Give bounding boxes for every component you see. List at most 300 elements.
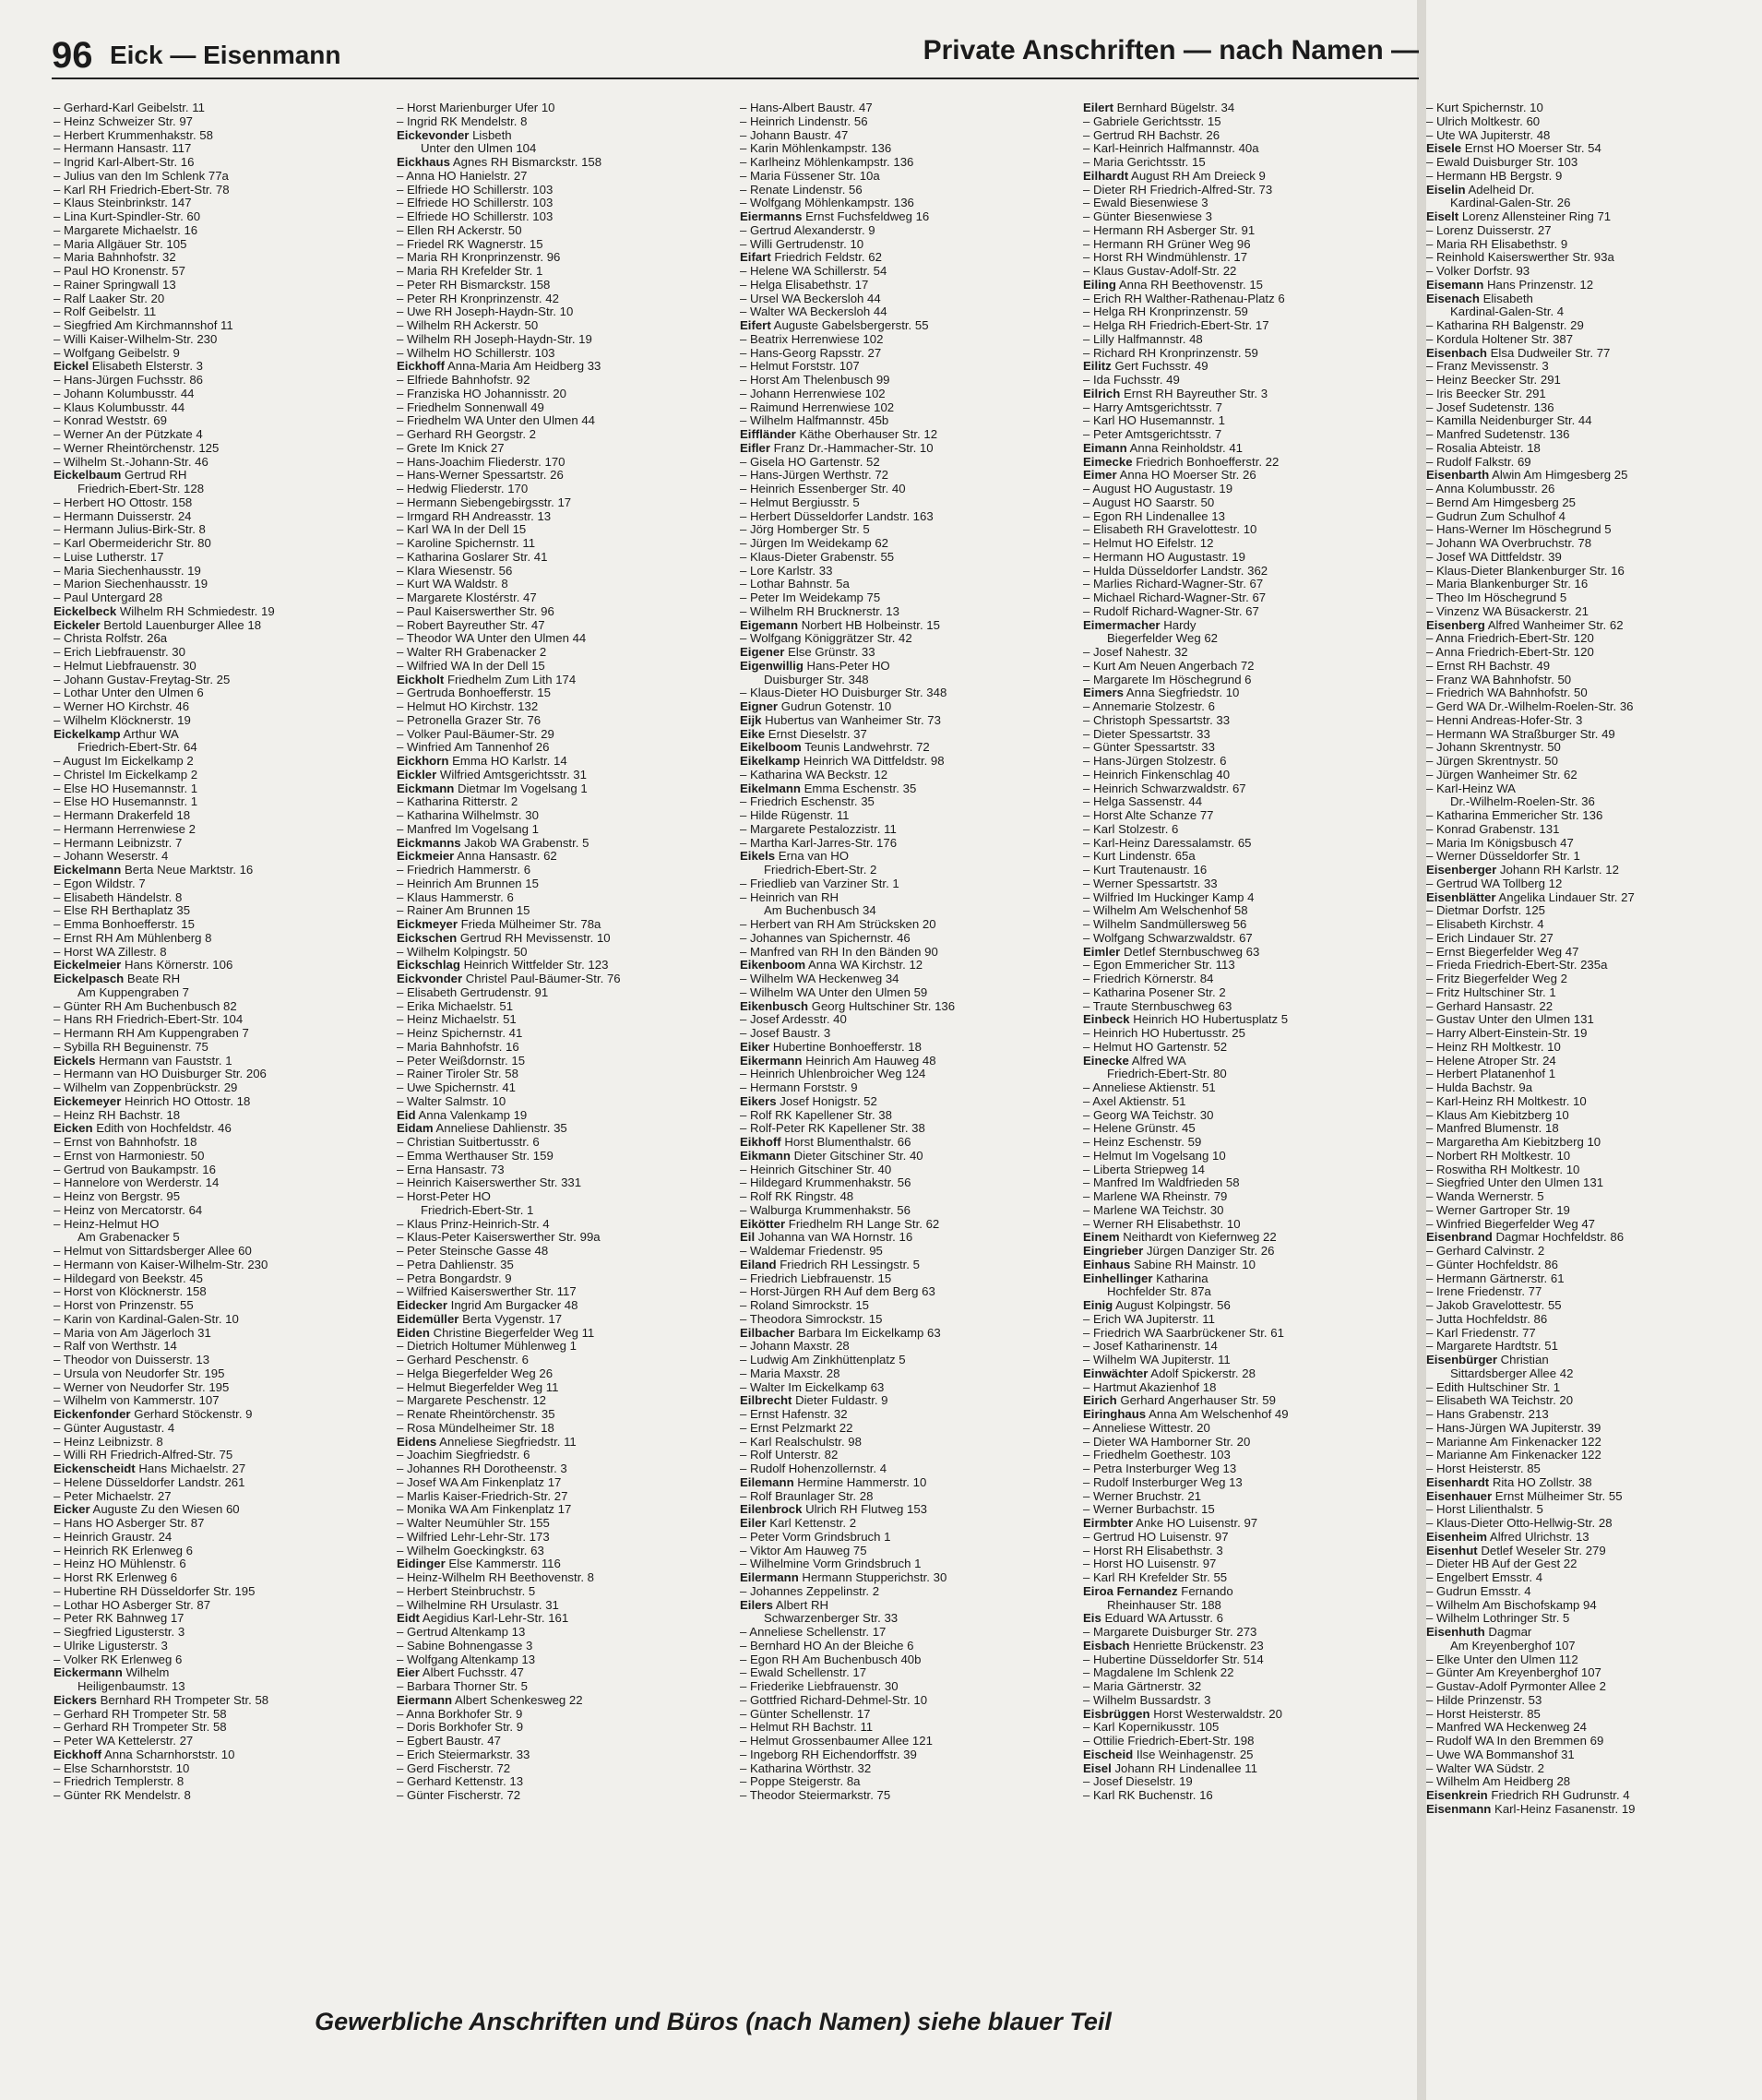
directory-subentry: – Hermann van HO Duisburger Str. 206 <box>54 1068 389 1081</box>
directory-subentry: – Lothar Unter den Ulmen 6 <box>54 686 389 700</box>
directory-subentry: – Hermann Forststr. 9 <box>740 1081 1076 1095</box>
directory-subentry: – Wilhelmine RH Ursulastr. 31 <box>397 1599 732 1613</box>
directory-subentry: – Petra Insterburger Weg 13 <box>1083 1462 1419 1476</box>
surname: Einwächter <box>1083 1366 1149 1380</box>
directory-subentry: – Konrad Weststr. 69 <box>54 414 389 428</box>
surname: Eikenboom <box>740 958 806 972</box>
directory-entry: Eickelpasch Beate RH <box>54 972 181 985</box>
directory-subentry: – Egbert Baustr. 47 <box>397 1735 732 1748</box>
directory-subentry: – Johannes Zeppelinstr. 2 <box>740 1585 1076 1599</box>
directory-subentry: – Hermann Hansastr. 117 <box>54 142 389 156</box>
surname: Eisenbürger <box>1426 1353 1497 1366</box>
directory-entry: Eickelmeier Hans Körnerstr. 106 <box>54 958 233 972</box>
directory-subentry: – Klaus Steinbrinkstr. 147 <box>54 197 389 210</box>
directory-subentry: – Ernst von Bahnhofstr. 18 <box>54 1136 389 1150</box>
directory-entry: Eiselt Lorenz Allensteiner Ring 71 <box>1426 209 1612 223</box>
surname: Eisenbarth <box>1426 468 1490 483</box>
directory-subentry: – Franziska HO Johannisstr. 20 <box>397 388 732 401</box>
directory-subentry: – Ernst RH Bachstr. 49 <box>1426 660 1762 674</box>
directory-subentry: – Theodor Steiermarkstr. 75 <box>740 1789 1076 1803</box>
directory-subentry: – Raimund Herrenwiese 102 <box>740 401 1076 415</box>
directory-subentry: – Werner An der Pützkate 4 <box>54 428 389 442</box>
directory-subentry: – Volker RK Erlenweg 6 <box>54 1653 389 1667</box>
surname: Eiroa Fernandez <box>1083 1583 1178 1598</box>
directory-subentry: – Hans-Werner Spessartstr. 26 <box>397 469 732 483</box>
directory-subentry: – Doris Borkhofer Str. 9 <box>397 1721 732 1735</box>
directory-subentry: – Peter Steinsche Gasse 48 <box>397 1245 732 1259</box>
directory-entry: Eiselin Adelheid Dr. <box>1426 182 1535 197</box>
directory-column-4 <box>1083 101 1419 1975</box>
directory-entry: Eiland Friedrich RH Lessingstr. 5 <box>740 1257 920 1271</box>
surname: Eier <box>397 1665 420 1680</box>
directory-subentry: – Manfred Sudetenstr. 136 <box>1426 428 1762 442</box>
directory-subentry: – Rudolf Hohenzollernstr. 4 <box>740 1462 1076 1476</box>
directory-subentry: – Wilhelm van Zoppenbrückstr. 29 <box>54 1081 389 1095</box>
directory-subentry: – Heinrich HO Hubertusstr. 25 <box>1083 1027 1419 1041</box>
directory-subentry: – Gerhard Peschenstr. 6 <box>397 1354 732 1367</box>
directory-subentry: – Wilhelm Am Welschenhof 58 <box>1083 904 1419 918</box>
directory-entry: Eisenhauer Ernst Mülheimer Str. 55 <box>1426 1488 1623 1503</box>
directory-subentry: – Marlies Richard-Wagner-Str. 67 <box>1083 578 1419 591</box>
directory-subentry: – Frieda Friedrich-Ebert-Str. 235a <box>1426 959 1762 972</box>
directory-subentry: – Hartmut Akazienhof 18 <box>1083 1381 1419 1395</box>
directory-subentry: – Manfred Im Vogelsang 1 <box>397 823 732 837</box>
directory-subentry: – Wilfried Lehr-Lehr-Str. 173 <box>397 1531 732 1545</box>
directory-subentry: – Gabriele Gerichtsstr. 15 <box>1083 115 1419 129</box>
directory-subentry: – Horst von Prinzenstr. 55 <box>54 1299 389 1313</box>
directory-subentry: – Hermann HO Augustastr. 19 <box>1083 551 1419 565</box>
directory-subentry: – Hans-Georg Rapsstr. 27 <box>740 347 1076 361</box>
directory-subentry: – Kurt Am Neuen Angerbach 72 <box>1083 660 1419 674</box>
surname: Eisenberger <box>1426 863 1497 877</box>
directory-entry-continuation: Kardinal-Galen-Str. 26 <box>1450 196 1571 210</box>
directory-subentry: – Ernst Biegerfelder Weg 47 <box>1426 946 1762 960</box>
surname: Eilenbrock <box>740 1502 803 1517</box>
surname: Eifart <box>740 250 771 265</box>
directory-column-3 <box>740 101 1076 1975</box>
directory-subentry: – Peter WA Kettelerstr. 27 <box>54 1735 389 1748</box>
directory-subentry: – Else RH Berthaplatz 35 <box>54 904 389 918</box>
directory-subentry: – Gerhard-Karl Geibelstr. 11 <box>54 101 389 115</box>
directory-subentry: – Anna Friedrich-Ebert-Str. 120 <box>1426 646 1762 660</box>
directory-subentry: – Vinzenz WA Büsackerstr. 21 <box>1426 605 1762 619</box>
surname: Eisenach <box>1426 291 1480 305</box>
directory-subentry: – Klara Wiesenstr. 56 <box>397 565 732 579</box>
directory-subentry: – Werner RH Elisabethstr. 10 <box>1083 1218 1419 1232</box>
directory-entry: Eigner Gudrun Gotenstr. 10 <box>740 699 892 713</box>
directory-subentry: – Günter Biesenwiese 3 <box>1083 210 1419 224</box>
directory-subentry: – Helmut Forststr. 107 <box>740 360 1076 374</box>
surname: Eikelkamp <box>740 754 801 768</box>
directory-subentry: – Margaretha Am Kiebitzberg 10 <box>1426 1136 1762 1150</box>
directory-entry: Eikenbusch Georg Hultschiner Str. 136 <box>740 998 956 1013</box>
directory-entry-continuation: Friedrich-Ebert-Str. 128 <box>77 482 205 495</box>
directory-subentry: – Anna Friedrich-Ebert-Str. 120 <box>1426 632 1762 646</box>
directory-subentry: – Lilly Halfmannstr. 48 <box>1083 333 1419 347</box>
directory-subentry: – Gerhard RH Trompeter Str. 58 <box>54 1721 389 1735</box>
directory-subentry: – Josef Ardesstr. 40 <box>740 1013 1076 1027</box>
directory-subentry: – Wilhelm Sandmüllersweg 56 <box>1083 918 1419 932</box>
directory-entry: Eikhoff Horst Blumenthalstr. 66 <box>740 1135 911 1149</box>
directory-subentry: – Horst Lilienthalstr. 5 <box>1426 1503 1762 1517</box>
directory-subentry: – Helene Grünstr. 45 <box>1083 1122 1419 1136</box>
surname: Eidinger <box>397 1557 446 1571</box>
directory-subentry: – Hermann Siebengebirgsstr. 17 <box>397 496 732 510</box>
directory-subentry: – Wolfgang Möhlenkampstr. 136 <box>740 197 1076 210</box>
surname: Eisemann <box>1426 277 1484 292</box>
directory-subentry: – Else Scharnhorststr. 10 <box>54 1762 389 1776</box>
header-left <box>52 35 341 77</box>
directory-subentry: – Dieter WA Hamborner Str. 20 <box>1083 1436 1419 1450</box>
directory-subentry: – Roswitha RH Moltkestr. 10 <box>1426 1163 1762 1177</box>
directory-subentry: – Erna Hansastr. 73 <box>397 1163 732 1177</box>
directory-entry-continuation: Friedrich-Ebert-Str. 1 <box>421 1202 534 1217</box>
directory-entry: Eis Eduard WA Artusstr. 6 <box>1083 1611 1223 1626</box>
directory-subentry: – Josef WA Dittfeldstr. 39 <box>1426 551 1762 565</box>
directory-subentry: – Julius van den Im Schlenk 77a <box>54 170 389 184</box>
directory-entry: Eicker Auguste Zu den Wiesen 60 <box>54 1502 240 1517</box>
surname: Eisel <box>1083 1760 1112 1775</box>
surname: Eisenbrand <box>1426 1230 1493 1245</box>
surname: Eickvonder <box>397 972 463 985</box>
directory-subentry: – Gerhard RH Trompeter Str. 58 <box>54 1708 389 1722</box>
directory-subentry: – Helmut Im Vogelsang 10 <box>1083 1150 1419 1163</box>
directory-subentry: – Günter Hochfeldstr. 86 <box>1426 1259 1762 1272</box>
directory-entry: Eilenbrock Ulrich RH Flutweg 153 <box>740 1502 928 1517</box>
directory-column-1 <box>54 101 389 1975</box>
directory-subentry: – Elke Unter den Ulmen 112 <box>1426 1653 1762 1667</box>
surname: Eisenhardt <box>1426 1474 1490 1489</box>
directory-subentry: – Maria Bahnhofstr. 16 <box>397 1041 732 1055</box>
surname: Eickmeier <box>397 849 455 864</box>
directory-subentry: – Harry Albert-Einstein-Str. 19 <box>1426 1027 1762 1041</box>
directory-subentry: – Rolf Geibelstr. 11 <box>54 305 389 319</box>
directory-subentry: – Heinz Schweizer Str. 97 <box>54 115 389 129</box>
directory-subentry: – Peter Weißdornstr. 15 <box>397 1055 732 1068</box>
directory-subentry: – Ulrich Moltkestr. 60 <box>1426 115 1762 129</box>
surname: Eickemeyer <box>54 1093 122 1108</box>
directory-subentry: – Gertruda Bonhoefferstr. 15 <box>397 686 732 700</box>
directory-subentry: – Georg WA Teichstr. 30 <box>1083 1109 1419 1123</box>
directory-entry: Eifler Franz Dr.-Hammacher-Str. 10 <box>740 440 934 455</box>
directory-subentry: – Wilhelm RH Joseph-Haydn-Str. 19 <box>397 333 732 347</box>
directory-entry: Eidecker Ingrid Am Burgacker 48 <box>397 1298 578 1312</box>
directory-subentry: – Karlheinz Möhlenkampstr. 136 <box>740 156 1076 170</box>
surname: Eicken <box>54 1121 93 1136</box>
directory-entry: Eidinger Else Kammerstr. 116 <box>397 1557 561 1571</box>
directory-subentry: – Karl-Heinrich Halfmannstr. 40a <box>1083 142 1419 156</box>
surname: Eilbacher <box>740 1325 795 1340</box>
directory-subentry: – Siegfried Ligusterstr. 3 <box>54 1626 389 1640</box>
directory-subentry: – Rolf RK Kapellener Str. 38 <box>740 1109 1076 1123</box>
directory-subentry: – Elfriede HO Schillerstr. 103 <box>397 197 732 210</box>
directory-subentry: – Horst RH Elisabethstr. 3 <box>1083 1545 1419 1558</box>
directory-subentry: – Heinrich Essenberger Str. 40 <box>740 483 1076 496</box>
directory-entry: Eifert Auguste Gabelsbergerstr. 55 <box>740 318 929 332</box>
surname: Eickmanns <box>397 835 461 850</box>
surname: Eisbrüggen <box>1083 1706 1150 1721</box>
directory-subentry: – Josef Dieselstr. 19 <box>1083 1775 1419 1789</box>
directory-columns <box>54 101 1636 1975</box>
directory-entry: Eidt Aegidius Karl-Lehr-Str. 161 <box>397 1611 569 1626</box>
directory-subentry: – Johann Baustr. 47 <box>740 129 1076 143</box>
directory-subentry: – Horst-Peter HO <box>397 1190 732 1204</box>
directory-subentry: – Johannes RH Dorotheenstr. 3 <box>397 1462 732 1476</box>
surname: Eilemann <box>740 1474 794 1489</box>
directory-subentry: – Reinhold Kaiserswerther Str. 93a <box>1426 251 1762 265</box>
directory-subentry: – Hermann RH Am Kuppengraben 7 <box>54 1027 389 1041</box>
directory-subentry: – Klaus Hammerstr. 6 <box>397 891 732 905</box>
surname: Eickelmann <box>54 863 122 877</box>
directory-subentry: – Willi RH Friedrich-Alfred-Str. 75 <box>54 1449 389 1462</box>
directory-subentry: – Wilhelm Klöcknerstr. 19 <box>54 714 389 728</box>
directory-subentry: – Margarete Duisburger Str. 273 <box>1083 1626 1419 1640</box>
surname: Einbeck <box>1083 1012 1130 1027</box>
directory-subentry: – Ernst Pelzmarkt 22 <box>740 1422 1076 1436</box>
directory-subentry: – Gerhard Hansastr. 22 <box>1426 1000 1762 1014</box>
directory-entry: Eikelmann Emma Eschenstr. 35 <box>740 781 917 795</box>
directory-subentry: – Wilhelm Kolpingstr. 50 <box>397 946 732 960</box>
directory-subentry: – Anneliese Aktienstr. 51 <box>1083 1081 1419 1095</box>
directory-entry: Eickhaus Agnes RH Bismarckstr. 158 <box>397 155 602 169</box>
directory-subentry: – Waldemar Friedenstr. 95 <box>740 1245 1076 1259</box>
directory-entry: Eikelboom Teunis Landwehrstr. 72 <box>740 740 930 755</box>
directory-subentry: – Anneliese Wittestr. 20 <box>1083 1422 1419 1436</box>
directory-entry: Eisbrüggen Horst Westerwaldstr. 20 <box>1083 1706 1282 1721</box>
directory-subentry: – Friedhelm Sonnenwall 49 <box>397 401 732 415</box>
directory-subentry: – Ulrike Ligusterstr. 3 <box>54 1640 389 1653</box>
directory-entry-continuation: Sittardsberger Allee 42 <box>1450 1366 1574 1380</box>
directory-entry: Eier Albert Fuchsstr. 47 <box>397 1665 524 1680</box>
directory-subentry: – Edith Hultschiner Str. 1 <box>1426 1381 1762 1395</box>
directory-subentry: – Dietrich Holtumer Mühlenweg 1 <box>397 1340 732 1354</box>
directory-subentry: – Hermann Leibnizstr. 7 <box>54 837 389 851</box>
directory-subentry: – Gustav-Adolf Pyrmonter Allee 2 <box>1426 1680 1762 1694</box>
directory-subentry: – Heinrich Lindenstr. 56 <box>740 115 1076 129</box>
directory-subentry: – Günter Spessartstr. 33 <box>1083 741 1419 755</box>
surname: Eisenberg <box>1426 617 1485 632</box>
directory-subentry: – Wolfgang Königgrätzer Str. 42 <box>740 632 1076 646</box>
directory-subentry: – Günter Fischerstr. 72 <box>397 1789 732 1803</box>
directory-subentry: – Heinrich Uhlenbroicher Weg 124 <box>740 1068 1076 1081</box>
page-number: 96 <box>52 35 93 76</box>
directory-entry: Eiringhaus Anna Am Welschenhof 49 <box>1083 1407 1289 1421</box>
directory-subentry: – Heinz Leibnizstr. 8 <box>54 1436 389 1450</box>
directory-subentry: – Ute WA Jupiterstr. 48 <box>1426 129 1762 143</box>
directory-subentry: – Jakob Gravelottestr. 55 <box>1426 1299 1762 1313</box>
surname: Eirich <box>1083 1393 1117 1408</box>
directory-entry: Eisenbarth Alwin Am Himgesberg 25 <box>1426 468 1628 483</box>
directory-entry: Eikenboom Anna WA Kirchstr. 12 <box>740 958 923 972</box>
directory-subentry: – Elfriede HO Schillerstr. 103 <box>397 210 732 224</box>
directory-subentry: – Friedrich WA Bahnhofstr. 50 <box>1426 686 1762 700</box>
directory-subentry: – Maria Blankenburger Str. 16 <box>1426 578 1762 591</box>
directory-entry: Eickelbaum Gertrud RH <box>54 468 187 483</box>
directory-subentry: – Rudolf WA In den Bremmen 69 <box>1426 1735 1762 1748</box>
directory-entry: Eisbach Henriette Brückenstr. 23 <box>1083 1638 1264 1653</box>
directory-subentry: – Klaus-Dieter Blankenburger Str. 16 <box>1426 565 1762 579</box>
directory-subentry: – Elisabeth Händelstr. 8 <box>54 891 389 905</box>
surname: Eisenhuth <box>1426 1625 1485 1639</box>
surname: Einig <box>1083 1298 1113 1312</box>
directory-subentry: – Rosalia Abteistr. 18 <box>1426 442 1762 456</box>
directory-entry: Eikelkamp Heinrich WA Dittfeldstr. 98 <box>740 754 945 768</box>
directory-subentry: – Friedrich Körnerstr. 84 <box>1083 972 1419 986</box>
directory-subentry: – Viktor Am Hauweg 75 <box>740 1545 1076 1558</box>
directory-entry: Eiroa Fernandez Fernando <box>1083 1583 1233 1598</box>
directory-subentry: – Ralf von Werthstr. 14 <box>54 1340 389 1354</box>
directory-subentry: – Horst HO Luisenstr. 97 <box>1083 1557 1419 1571</box>
directory-subentry: – Günter Schellenstr. 17 <box>740 1708 1076 1722</box>
directory-subentry: – Maria Im Königsbusch 47 <box>1426 837 1762 851</box>
directory-subentry: – Gisela HO Gartenstr. 52 <box>740 456 1076 470</box>
directory-subentry: – August HO Augustastr. 19 <box>1083 483 1419 496</box>
directory-subentry: – Monika WA Am Finkenplatz 17 <box>397 1503 732 1517</box>
directory-subentry: – Maria Siechenhausstr. 19 <box>54 565 389 579</box>
page-header <box>52 26 1419 79</box>
surname: Eickhoff <box>54 1747 102 1761</box>
directory-subentry: – Hans-Jürgen Fuchsstr. 86 <box>54 374 389 388</box>
directory-subentry: – Marlene WA Teichstr. 30 <box>1083 1204 1419 1218</box>
directory-entry: Eisenach Elisabeth <box>1426 291 1533 305</box>
directory-subentry: – Heinz Eschenstr. 59 <box>1083 1136 1419 1150</box>
directory-entry: Eimecke Friedrich Bonhoefferstr. 22 <box>1083 454 1280 469</box>
directory-subentry: – Ewald Schellenstr. 17 <box>740 1666 1076 1680</box>
directory-subentry: – Helene WA Schillerstr. 54 <box>740 265 1076 279</box>
directory-entry: Eiermann Albert Schenkesweg 22 <box>397 1692 583 1707</box>
directory-subentry: – Marianne Am Finkenacker 122 <box>1426 1436 1762 1450</box>
directory-subentry: – Karl-Heinz RH Moltkestr. 10 <box>1426 1095 1762 1109</box>
directory-subentry: – Maria Bahnhofstr. 32 <box>54 251 389 265</box>
directory-subentry: – Helene Düsseldorfer Landstr. 261 <box>54 1476 389 1490</box>
directory-subentry: – Gertrud Altenkamp 13 <box>397 1626 732 1640</box>
directory-subentry: – Ralf Laaker Str. 20 <box>54 292 389 306</box>
directory-subentry: – Hermann Duisserstr. 24 <box>54 510 389 524</box>
directory-subentry: – Johann Gustav-Freytag-Str. 25 <box>54 674 389 687</box>
directory-subentry: – Katharina Wilhelmstr. 30 <box>397 809 732 823</box>
directory-entry: Eike Ernst Dieselstr. 37 <box>740 726 867 741</box>
directory-entry: Eickvonder Christel Paul-Bäumer-Str. 76 <box>397 972 621 985</box>
directory-entry-continuation: Am Kuppengraben 7 <box>77 984 189 999</box>
surname: Eickenfonder <box>54 1407 131 1421</box>
surname: Eiffländer <box>740 427 796 441</box>
directory-subentry: – Peter RH Bismarckstr. 158 <box>397 279 732 292</box>
directory-subentry: – Wilhelm WA Jupiterstr. 11 <box>1083 1354 1419 1367</box>
directory-entry: Eirmbter Anke HO Luisenstr. 97 <box>1083 1516 1258 1530</box>
directory-subentry: – Ingrid RK Mendelstr. 8 <box>397 115 732 129</box>
directory-subentry: – Ernst Hafenstr. 32 <box>740 1408 1076 1422</box>
directory-subentry: – Walter WA Südstr. 2 <box>1426 1762 1762 1776</box>
surname: Eigner <box>740 699 779 713</box>
directory-entry: Eilbrecht Dieter Fuldastr. 9 <box>740 1393 888 1408</box>
directory-subentry: – Theo Im Höschegrund 5 <box>1426 591 1762 605</box>
directory-subentry: – Friederike Liebfrauenstr. 30 <box>740 1680 1076 1694</box>
directory-subentry: – Kamilla Neidenburger Str. 44 <box>1426 414 1762 428</box>
directory-entry: Eisel Johann RH Lindenallee 11 <box>1083 1760 1257 1775</box>
directory-subentry: – Walter RH Grabenacker 2 <box>397 646 732 660</box>
directory-subentry: – Iris Beecker Str. 291 <box>1426 388 1762 401</box>
directory-subentry: – Egon Emmericher Str. 113 <box>1083 959 1419 972</box>
directory-subentry: – Irmgard RH Andreasstr. 13 <box>397 510 732 524</box>
directory-entry: Eickhoff Anna-Maria Am Heidberg 33 <box>397 359 601 374</box>
directory-subentry: – Traute Sternbuschweg 63 <box>1083 1000 1419 1014</box>
directory-subentry: – Horst Heisterstr. 85 <box>1426 1462 1762 1476</box>
directory-entry: Eikels Erna van HO <box>740 849 850 864</box>
directory-subentry: – Wilhelm WA Unter den Ulmen 59 <box>740 986 1076 1000</box>
directory-subentry: – Barbara Thorner Str. 5 <box>397 1680 732 1694</box>
surname: Eigenwillig <box>740 658 804 673</box>
surname: Eigener <box>740 645 785 659</box>
directory-subentry: – Friedrich Liebfrauenstr. 15 <box>740 1272 1076 1286</box>
surname: Eilhardt <box>1083 168 1129 183</box>
surname: Eimers <box>1083 686 1124 700</box>
directory-subentry: – Marianne Am Finkenacker 122 <box>1426 1449 1762 1462</box>
directory-entry: Eimers Anna Siegfriedstr. 10 <box>1083 686 1240 700</box>
surname: Eisenblätter <box>1426 889 1496 904</box>
directory-subentry: – Ingrid Karl-Albert-Str. 16 <box>54 156 389 170</box>
directory-subentry: – Gustav Unter den Ulmen 131 <box>1426 1013 1762 1027</box>
directory-subentry: – Emma Bonhoefferstr. 15 <box>54 918 389 932</box>
directory-subentry: – Uwe Spichernstr. 41 <box>397 1081 732 1095</box>
directory-subentry: – Wolfgang Geibelstr. 9 <box>54 347 389 361</box>
directory-subentry: – Hermann Herrenwiese 2 <box>54 823 389 837</box>
directory-subentry: – Rainer Am Brunnen 15 <box>397 904 732 918</box>
directory-subentry: – Bernd Am Himgesberg 25 <box>1426 496 1762 510</box>
directory-subentry: – Annemarie Stolzestr. 6 <box>1083 700 1419 714</box>
directory-entry: Eickelmann Berta Neue Marktstr. 16 <box>54 863 254 877</box>
directory-subentry: – Maria Füssener Str. 10a <box>740 170 1076 184</box>
surname: Eimler <box>1083 944 1121 959</box>
directory-subentry: – Martha Karl-Jarres-Str. 176 <box>740 837 1076 851</box>
directory-subentry: – Wilhelm HO Schillerstr. 103 <box>397 347 732 361</box>
surname: Eiermann <box>397 1692 453 1707</box>
directory-subentry: – Heinz Spichernstr. 41 <box>397 1027 732 1041</box>
surname: Eilert <box>1083 101 1113 114</box>
directory-entry: Eijk Hubertus van Wanheimer Str. 73 <box>740 712 941 727</box>
surname: Eilbrecht <box>740 1393 792 1408</box>
directory-subentry: – Johann Maxstr. 28 <box>740 1340 1076 1354</box>
directory-subentry: – Johannes van Spichernstr. 46 <box>740 932 1076 946</box>
directory-subentry: – Karl HO Husemannstr. 1 <box>1083 414 1419 428</box>
surname: Eid <box>397 1107 416 1122</box>
directory-subentry: – Helmut Biegerfelder Weg 11 <box>397 1381 732 1395</box>
surname: Eimermacher <box>1083 617 1161 632</box>
directory-subentry: – Wilhelm RH Ackerstr. 50 <box>397 319 732 333</box>
surname: Eigemann <box>740 617 799 632</box>
surname: Eisenbach <box>1426 345 1487 360</box>
directory-subentry: – Helga RH Friedrich-Ebert-Str. 17 <box>1083 319 1419 333</box>
directory-subentry: – Friedrich Eschenstr. 35 <box>740 795 1076 809</box>
directory-subentry: – Erich Lindauer Str. 27 <box>1426 932 1762 946</box>
directory-entry: Eickel Elisabeth Elsterstr. 3 <box>54 359 204 374</box>
directory-subentry: – Margarete Michaelstr. 16 <box>54 224 389 238</box>
directory-subentry: – Heinz-Wilhelm RH Beethovenstr. 8 <box>397 1571 732 1585</box>
directory-subentry: – Johann Skrentnystr. 50 <box>1426 741 1762 755</box>
directory-entry: Eigener Else Grünstr. 33 <box>740 645 875 659</box>
directory-subentry: – Franz Mevissenstr. 3 <box>1426 360 1762 374</box>
directory-subentry: – Erich Liebfrauenstr. 30 <box>54 646 389 660</box>
directory-subentry: – Maria Allgäuer Str. 105 <box>54 238 389 252</box>
directory-entry-continuation: Schwarzenberger Str. 33 <box>764 1611 899 1626</box>
directory-subentry: – Werner Rheintörchenstr. 125 <box>54 442 389 456</box>
directory-entry: Eilert Bernhard Bügelstr. 34 <box>1083 101 1235 114</box>
surname: Eikhoff <box>740 1135 781 1149</box>
directory-subentry: – Elisabeth WA Teichstr. 20 <box>1426 1394 1762 1408</box>
surname: Einhaus <box>1083 1257 1131 1271</box>
directory-entry: Eickmanns Jakob WA Grabenstr. 5 <box>397 835 589 850</box>
directory-entry: Eidens Anneliese Siegfriedstr. 11 <box>397 1434 577 1449</box>
directory-entry: Eickers Bernhard RH Trompeter Str. 58 <box>54 1692 269 1707</box>
